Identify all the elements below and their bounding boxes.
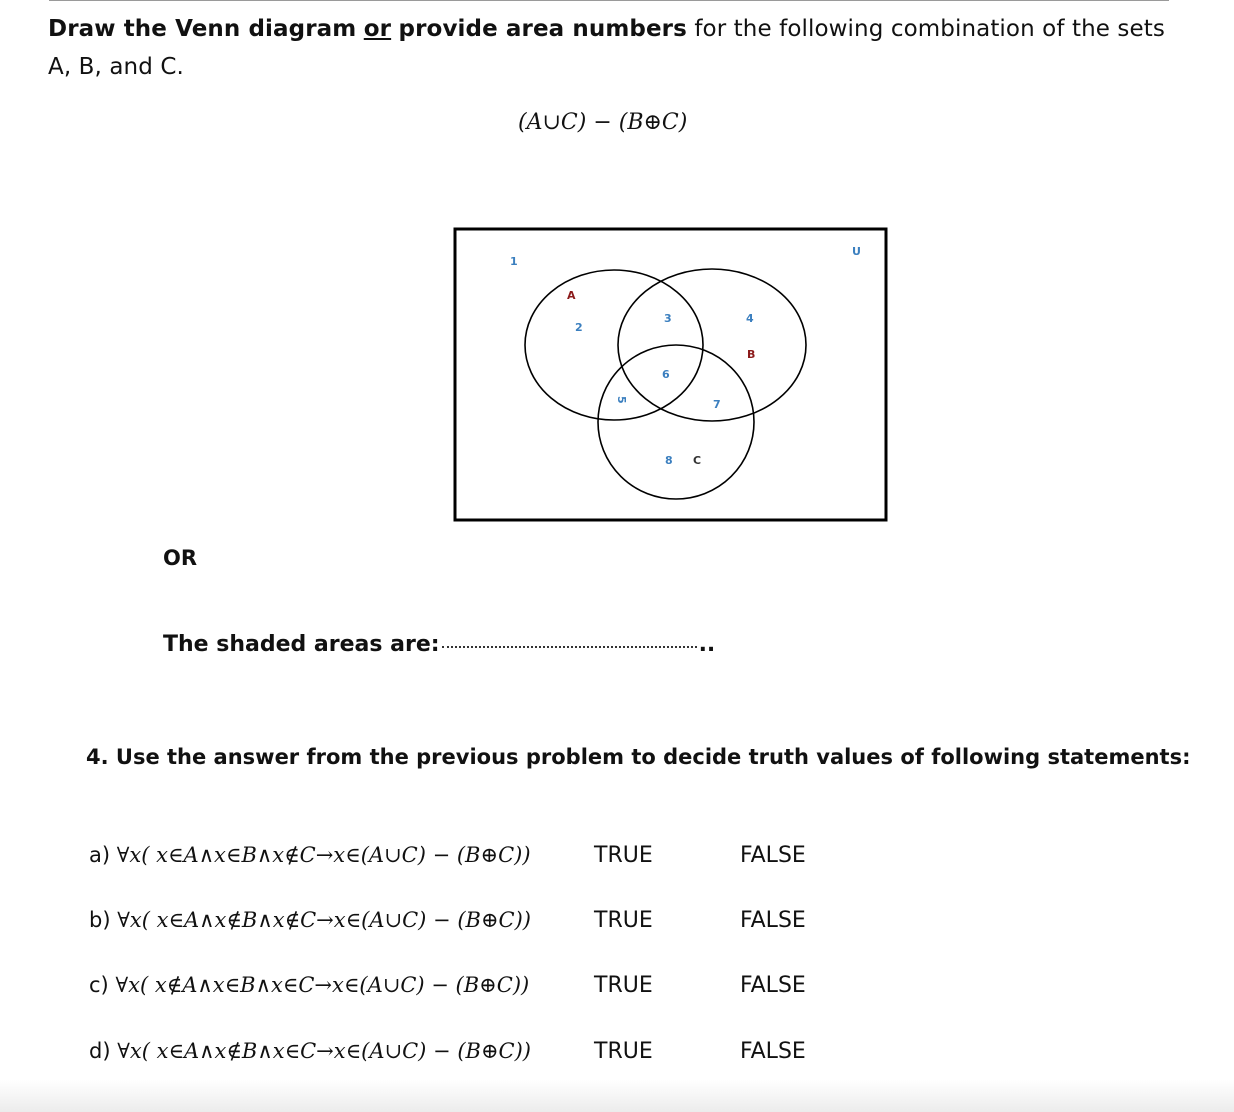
statement-expression: ∀x( x∉A∧x∈B∧x∈C→x∈(A∪C) − (B⊕C)) (115, 973, 530, 997)
true-option-a[interactable]: TRUE (594, 843, 653, 868)
statement-letter: b) (89, 908, 111, 932)
region-number-3: 3 (664, 312, 672, 325)
answer-blank-tail: .. (698, 632, 716, 657)
statement-expression: ∀x( x∈A∧x∈B∧x∉C→x∈(A∪C) − (B⊕C)) (116, 843, 531, 867)
set-label-c: C (693, 454, 702, 467)
statement-row-b (89, 908, 849, 944)
circle-b[interactable] (618, 269, 806, 421)
universe-box (455, 229, 886, 520)
statement-c (89, 973, 529, 997)
universe-label: U (852, 245, 861, 258)
circle-c[interactable] (598, 345, 754, 499)
false-option-b[interactable]: FALSE (740, 908, 806, 933)
statement-d (89, 1039, 531, 1063)
false-option-a[interactable]: FALSE (740, 843, 806, 868)
true-option-d[interactable]: TRUE (594, 1039, 653, 1064)
or-label: OR (163, 546, 198, 570)
set-label-b: B (747, 348, 756, 361)
instruction-text (48, 10, 1188, 86)
true-option-b[interactable]: TRUE (594, 908, 653, 933)
venn-diagram (450, 224, 892, 526)
false-option-d[interactable]: FALSE (740, 1039, 806, 1064)
shaded-areas-line (163, 632, 715, 657)
statement-expression: ∀x( x∈A∧x∉B∧x∈C→x∈(A∪C) − (B⊕C)) (117, 1039, 531, 1063)
region-number-5: 5 (615, 396, 628, 404)
statement-row-c (89, 973, 849, 1009)
statement-letter: d) (89, 1039, 111, 1063)
statement-row-d (89, 1039, 849, 1075)
top-rule (49, 0, 1169, 1)
set-formula: (A∪C) − (B⊕C) (518, 110, 688, 135)
answer-blank[interactable] (442, 646, 697, 648)
region-number-2: 2 (575, 321, 583, 334)
instruction-rest: for the following combination of the sets A, B, and C. (48, 16, 1165, 80)
shaded-areas-prompt: The shaded areas are: (163, 632, 440, 657)
region-number-7: 7 (713, 398, 721, 411)
region-number-6: 6 (662, 368, 670, 381)
page-bottom-shade (0, 1080, 1234, 1112)
statement-letter: a) (89, 843, 111, 867)
region-number-4: 4 (746, 312, 754, 325)
question-4: 4. Use the answer from the previous problem to decide truth values of following statements: (86, 745, 1191, 769)
statement-expression: ∀x( x∈A∧x∉B∧x∉C→x∈(A∪C) − (B⊕C)) (117, 908, 531, 932)
region-number-8: 8 (665, 454, 673, 467)
instruction-bold-2: provide area numbers (398, 16, 687, 42)
statement-row-a (89, 843, 849, 879)
instruction-bold-1: Draw the Venn diagram (48, 16, 357, 42)
statement-a (89, 843, 531, 867)
false-option-c[interactable]: FALSE (740, 973, 806, 998)
statement-letter: c) (89, 973, 109, 997)
instruction-or-underlined: or (363, 16, 392, 42)
statement-b (89, 908, 531, 932)
true-option-c[interactable]: TRUE (594, 973, 653, 998)
region-number-1: 1 (510, 255, 518, 268)
set-label-a: A (567, 289, 576, 302)
